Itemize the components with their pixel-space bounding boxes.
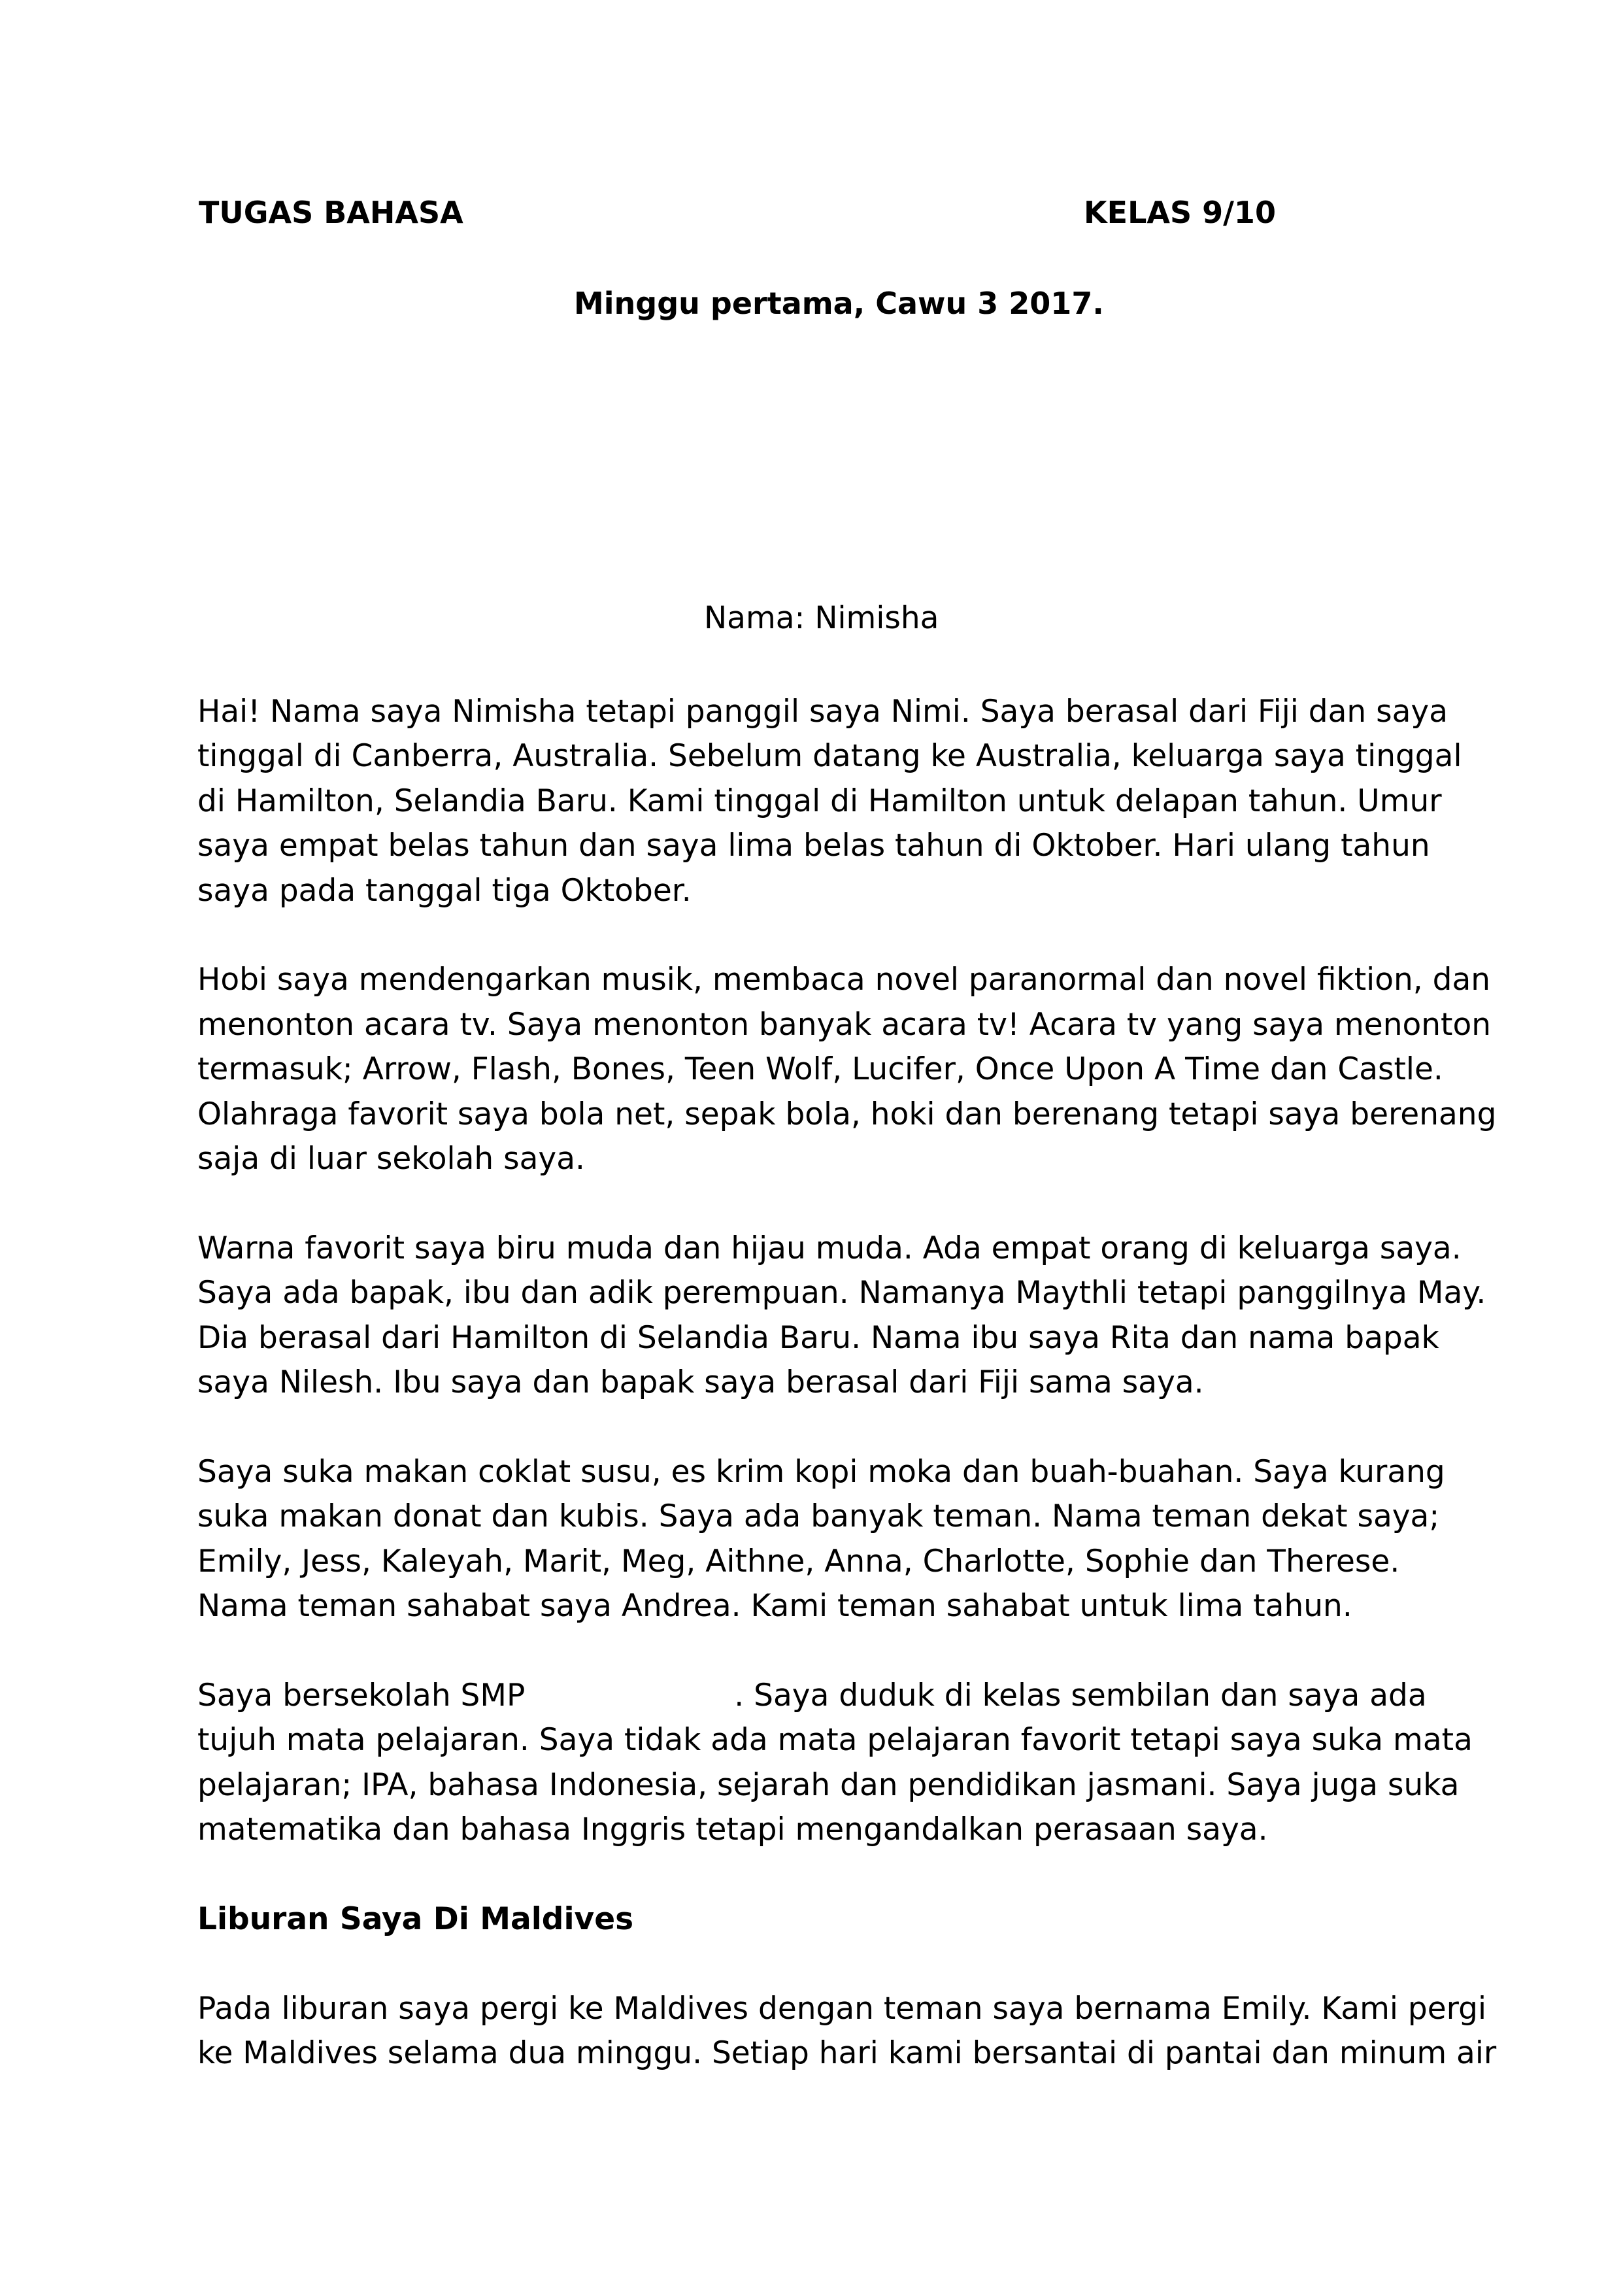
text-line: di Hamilton, Selandia Baru. Kami tinggal di Hamilton untuk delapan tahun. Umur bbox=[197, 783, 1442, 819]
text-line: matematika dan bahasa Inggris tetapi mengandalkan perasaan saya. bbox=[197, 1812, 1268, 1848]
text-line: tujuh mata pelajaran. Saya tidak ada mata pelajaran favorit tetapi saya suka mata bbox=[197, 1722, 1473, 1759]
text-line: Saya suka makan coklat susu, es krim kopi moka dan buah-buahan. Saya kurang bbox=[197, 1453, 1445, 1490]
paragraph-hobbies bbox=[197, 958, 1497, 1181]
text-line: Dia berasal dari Hamilton di Selandia Baru. Nama ibu saya Rita dan nama bapak bbox=[197, 1319, 1439, 1356]
document-body bbox=[197, 690, 1497, 2121]
text-line: Emily, Jess, Kaleyah, Marit, Meg, Aithne, Anna, Charlotte, Sophie dan Therese. bbox=[197, 1543, 1400, 1579]
text-line: ke Maldives selama dua minggu. Setiap hari kami bersantai di pantai dan minum air bbox=[197, 2035, 1497, 2072]
text-line: termasuk; Arrow, Flash, Bones, Teen Wolf, Lucifer, Once Upon A Time dan Castle. bbox=[197, 1051, 1443, 1088]
text-line: Pada liburan saya pergi ke Maldives dengan teman saya bernama Emily. Kami pergi bbox=[197, 1990, 1487, 2027]
assignment-title: TUGAS BAHASA bbox=[199, 195, 463, 230]
text-line bbox=[197, 1674, 1439, 1718]
section-heading bbox=[197, 1897, 1439, 1942]
paragraph-family bbox=[197, 1226, 1486, 1406]
text-line: Saya ada bapak, ibu dan adik perempuan. Namanya Maythli tetapi panggilnya May. bbox=[197, 1275, 1486, 1311]
text-line: Warna favorit saya biru muda dan hijau muda. Ada empat orang di keluarga saya. bbox=[197, 1230, 1462, 1266]
paragraph-food-friends bbox=[197, 1450, 1445, 1629]
text-line: suka makan donat dan kubis. Saya ada banyak teman. Nama teman dekat saya; bbox=[197, 1498, 1440, 1535]
text-line: saya pada tanggal tiga Oktober. bbox=[197, 872, 692, 909]
text-line: saya empat belas tahun dan saya lima belas tahun di Oktober. Hari ulang tahun bbox=[197, 828, 1430, 864]
paragraph-holiday bbox=[197, 1987, 1497, 2076]
school-line-start: Saya bersekolah SMP bbox=[197, 1677, 526, 1714]
text-line: menonton acara tv. Saya menonton banyak acara tv! Acara tv yang saya menonton bbox=[197, 1006, 1492, 1043]
text-line: saya Nilesh. Ibu saya dan bapak saya berasal dari Fiji sama saya. bbox=[197, 1364, 1204, 1401]
school-line-end: . Saya duduk di kelas sembilan dan saya ada bbox=[734, 1677, 1427, 1714]
text-line: Olahraga favorit saya bola net, sepak bola, hoki dan berenang tetapi saya berenang bbox=[197, 1096, 1497, 1132]
paragraph-school bbox=[197, 1674, 1473, 1853]
text-line: Nama teman sahabat saya Andrea. Kami teman sahabat untuk lima tahun. bbox=[197, 1588, 1352, 1625]
text-line: saja di luar sekolah saya. bbox=[197, 1141, 585, 1177]
class-label: KELAS 9/10 bbox=[1084, 195, 1276, 230]
text-line: pelajaran; IPA, bahasa Indonesia, sejarah dan pendidikan jasmani. Saya juga suka bbox=[197, 1766, 1460, 1803]
text-line: Hai! Nama saya Nimisha tetapi panggil saya Nimi. Saya berasal dari Fiji dan saya bbox=[197, 694, 1448, 730]
paragraph-intro bbox=[197, 690, 1462, 913]
week-subtitle: Minggu pertama, Cawu 3 2017. bbox=[574, 286, 1104, 321]
text-line: tinggal di Canberra, Australia. Sebelum datang ke Australia, keluarga saya tinggal bbox=[197, 738, 1462, 775]
holiday-heading: Liburan Saya Di Maldives bbox=[197, 1900, 634, 1937]
text-line: Hobi saya mendengarkan musik, membaca novel paranormal dan novel fiktion, dan bbox=[197, 962, 1491, 998]
student-name: Nama: Nimisha bbox=[704, 600, 939, 636]
